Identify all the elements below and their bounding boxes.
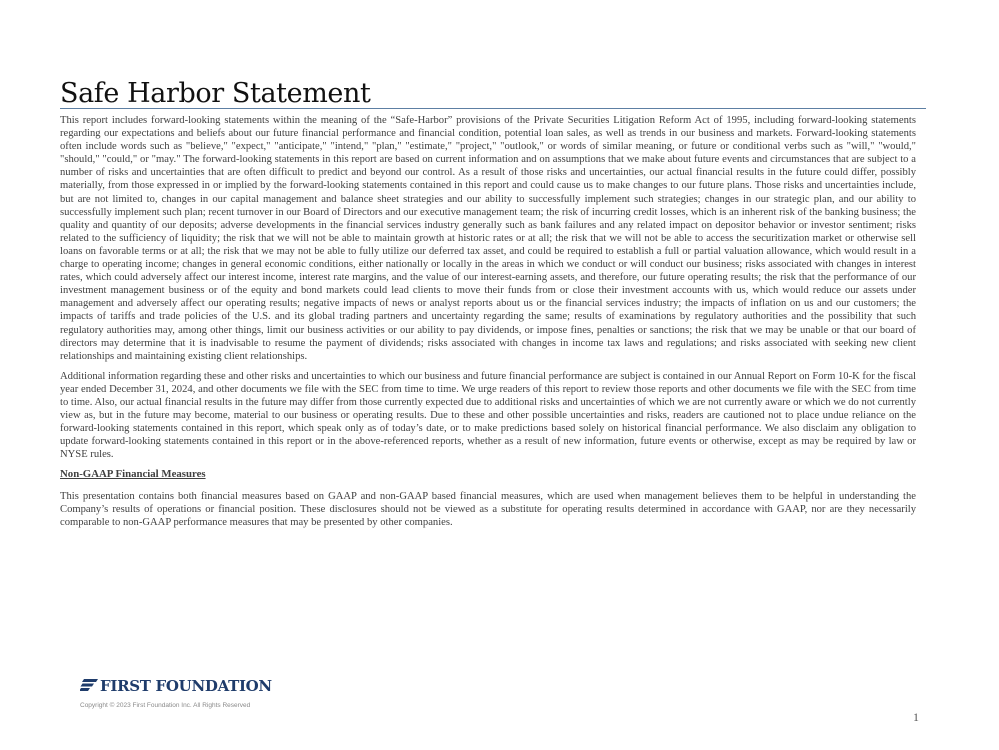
body-content <box>60 114 916 536</box>
copyright-notice: Copyright © 2023 First Foundation Inc. All Rights Reserved <box>80 702 251 709</box>
page-title: Safe Harbor Statement <box>60 78 371 109</box>
page-number: 1 <box>913 710 919 724</box>
company-logo <box>80 677 272 695</box>
safe-harbor-paragraph: This report includes forward-looking statements within the meaning of the “Safe-Harbor” provisions of the Private Securities Litigation Reform Act of 1995, including forward-looking statements regarding our expectations and beliefs about our future financial performance and financial condition, potential loan sales, as well as trends in our business and markets. Forward-looking statements often include words such as "believe," "expect," "anticipate," "intend," "plan," "estimate," "project," "outlook," or words of similar meaning, or future or conditional verbs such as "will," "would," "should," "could," or "may." The forward-looking statements in this report are based on current information and on assumptions that we make about future events and circumstances that are subject to a number of risks and uncertainties that are often difficult to predict and beyond our control. As a result of those risks and uncertainties, our actual financial results in the future could differ, possibly materially, from those expressed in or implied by the forward-looking statements contained in this report and could cause us to make changes to our future plans. Those risks and uncertainties include, but are not limited to, changes in our capital management and balance sheet strategies and our ability to successfully implement such strategies; changes in our strategic plan, and our ability to successfully implement such plan; recent turnover in our Board of Directors and our executive management team; the risk of incurring credit losses, which is an inherent risk of the banking business; the quality and quantity of our deposits; adverse developments in the financial services industry generally such as bank failures and any related impact on depositor behavior or investor sentiment; risks related to the sufficiency of liquidity; the risk that we will not be able to maintain growth at historic rates or at all; the risk that we will not be able to access the securitization market or otherwise sell loans on favorable terms or at all; the risk that we may not be able to fully utilize our deferred tax asset, and could be required to establish a full or partial valuation allowance, which would result in a charge to operating income; changes in general economic conditions, either nationally or locally in the areas in which we conduct or will conduct our business; risks associated with changes in interest rates, which could adversely affect our interest income, interest rate margins, and the value of our interest-earning assets, and therefore, our future operating results; the risk that the performance of our investment management business or of the equity and bond markets could lead clients to move their funds from or close their investment accounts with us, which would reduce our assets under management and adversely affect our operating results; negative impacts of news or analyst reports about us or the financial services industry; the impacts of inflation on us and our customers; the impacts of tariffs and trade policies of the U.S. and its global trading partners and uncertainty regarding the same; results of examinations by regulatory authorities and the possibility that such regulatory authorities may, among other things, limit our business activities or our ability to pay dividends, or impose fines, penalties or sanctions; the risk that we may be unable or that our board of directors may determine that it is inadvisable to resume the payment of dividends; risks associated with changes in income tax laws and regulations; and risks associated with seeking new client relationships and maintaining existing client relationships. <box>60 115 916 362</box>
first-foundation-logo-icon <box>80 679 98 693</box>
non-gaap-paragraph: This presentation contains both financial measures based on GAAP and non-GAAP based financial measures, which are used when management believes them to be helpful in understanding the Company’s results of operations or financial position. These disclosures should not be viewed as a substitute for operating results determined in accordance with GAAP, nor are they necessarily comparable to non-GAAP performance measures that may be presented by other companies. <box>60 490 916 528</box>
logo-wordmark: FIRST FOUNDATION <box>100 677 272 695</box>
title-divider <box>60 108 926 109</box>
additional-info-paragraph: Additional information regarding these and other risks and uncertainties to which our business and future financial performance are subject is contained in our Annual Report on Form 10-K for the fiscal year ended December 31, 2024, and other documents we file with the SEC from time to time. We urge readers of this report to review those reports and other documents we file with the SEC from time to time. Also, our actual financial results in the future may differ from those currently expected due to additional risks and uncertainties of which we are not currently aware or which we do not currently view as, but in the future may become, material to our business or operating results. Due to these and other possible uncertainties and risks, readers are cautioned not to place undue reliance on the forward-looking statements contained in this report, which speak only as of today’s date, or to make predictions based solely on historical financial performance. We also disclaim any obligation to update forward-looking statements contained in this report or in the above-referenced reports, whether as a result of new information, future events or otherwise, except as may be required by law or NYSE rules. <box>60 370 916 461</box>
non-gaap-heading: Non-GAAP Financial Measures <box>60 468 206 481</box>
